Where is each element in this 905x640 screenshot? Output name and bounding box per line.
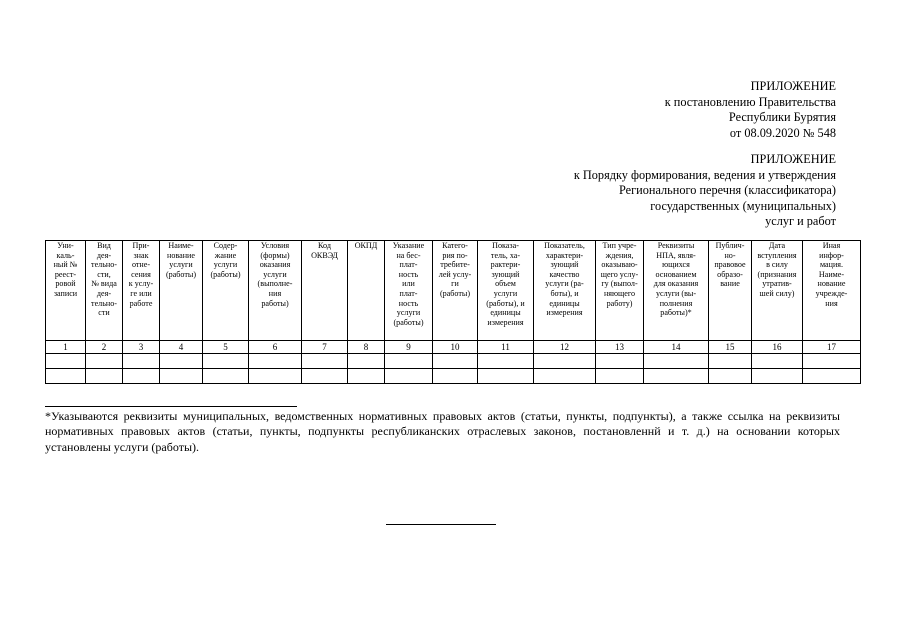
column-number: 6 — [249, 341, 302, 354]
column-header: Катего- рия по- требите- лей услу- ги (работы) — [433, 241, 478, 341]
table-cell — [203, 369, 249, 384]
table-cell — [249, 354, 302, 369]
column-header: Тип учре- ждения, оказываю- щего услу- гу (выпол- няющего работу) — [596, 241, 644, 341]
column-header: Уни- каль- ный № реест- ровой записи — [46, 241, 86, 341]
table-header-row — [46, 241, 861, 341]
column-number: 15 — [709, 341, 752, 354]
table-cell — [709, 369, 752, 384]
column-number: 5 — [203, 341, 249, 354]
appendix-line: от 08.09.2020 № 548 — [729, 125, 836, 140]
table-cell — [478, 354, 534, 369]
table-cell — [46, 354, 86, 369]
column-header: При- знак отне- сения к услу- ге или работе — [123, 241, 160, 341]
column-number: 17 — [803, 341, 861, 354]
appendix-line: к Порядку формирования, ведения и утверждения — [573, 167, 836, 182]
column-header: Наиме- нование услуги (работы) — [160, 241, 203, 341]
table-cell — [433, 369, 478, 384]
table-cell — [803, 354, 861, 369]
column-header: Показатель, характери- зующий качество услуги (ра- боты), и единицы измерения — [534, 241, 596, 341]
footnote-text: *Указываются реквизиты муниципальных, ведомственных нормативных правовых актов (статьи, пункты, подпункты), а также ссылка на реквизиты нормативных правовых актов (статьи, пункты, подпункты республиканских отраслевых законов, постановленнй и т. д.) на основании которых установлены услуги (работы). — [45, 409, 840, 454]
column-number: 3 — [123, 341, 160, 354]
column-header: Показа- тель, ха- рактери- зующий объем услуги (работы), и единицы измерения — [478, 241, 534, 341]
table-cell — [86, 354, 123, 369]
table-cell — [596, 354, 644, 369]
table-cell — [348, 369, 385, 384]
appendix-line: Республики Бурятия — [728, 110, 836, 124]
appendix-header-resolution — [665, 79, 836, 141]
table-cell — [249, 369, 302, 384]
column-header: Указание на бес- плат- ность или плат- ность услуги (работы) — [385, 241, 433, 341]
column-number: 10 — [433, 341, 478, 354]
table-row — [46, 354, 861, 369]
table-cell — [348, 354, 385, 369]
column-header: Содер- жание услуги (работы) — [203, 241, 249, 341]
table-cell — [534, 369, 596, 384]
table-cell — [752, 369, 803, 384]
column-number: 9 — [385, 341, 433, 354]
table-cell — [385, 354, 433, 369]
column-number: 12 — [534, 341, 596, 354]
column-number: 16 — [752, 341, 803, 354]
column-number: 11 — [478, 341, 534, 354]
table-cell — [302, 369, 348, 384]
appendix-line: к постановлению Правительства — [664, 94, 836, 109]
table-cell — [86, 369, 123, 384]
appendix-title: ПРИЛОЖЕНИЕ — [750, 152, 836, 166]
column-header: ОКПД — [348, 241, 385, 341]
column-header: Публич- но- правовое образо- вание — [709, 241, 752, 341]
column-number: 4 — [160, 341, 203, 354]
table-cell — [752, 354, 803, 369]
appendix-header-procedure — [574, 152, 836, 230]
column-number: 14 — [644, 341, 709, 354]
table-cell — [123, 369, 160, 384]
end-line — [386, 524, 496, 525]
column-header: Вид дея- тельно- сти, № вида дея- тельно- сти — [86, 241, 123, 341]
column-number-row — [46, 341, 861, 354]
table-cell — [302, 354, 348, 369]
footnote-separator — [45, 406, 297, 407]
table-cell — [385, 369, 433, 384]
table-cell — [709, 354, 752, 369]
column-number: 7 — [302, 341, 348, 354]
column-number: 2 — [86, 341, 123, 354]
column-number: 1 — [46, 341, 86, 354]
table-cell — [803, 369, 861, 384]
table-cell — [644, 354, 709, 369]
column-header: Условия (формы) оказания услуги (выполне- ния работы) — [249, 241, 302, 341]
appendix-line: Регионального перечня (классификатора) — [618, 183, 836, 197]
table-cell — [644, 369, 709, 384]
table-cell — [478, 369, 534, 384]
column-header: Код ОКВЭД — [302, 241, 348, 341]
column-header: Реквизиты НПА, явля- ющихся основанием для оказания услуги (вы- полнения работы)* — [644, 241, 709, 341]
registry-table — [45, 240, 861, 384]
table-cell — [433, 354, 478, 369]
column-header: Дата вступления в силу (признания утратив- шей силу) — [752, 241, 803, 341]
table-cell — [123, 354, 160, 369]
table-row — [46, 369, 861, 384]
column-number: 8 — [348, 341, 385, 354]
appendix-line: услуг и работ — [765, 214, 836, 228]
table-cell — [46, 369, 86, 384]
appendix-title: ПРИЛОЖЕНИЕ — [750, 79, 836, 93]
table-cell — [203, 354, 249, 369]
appendix-line: государственных (муниципальных) — [650, 198, 836, 213]
column-number: 13 — [596, 341, 644, 354]
column-header: Иная инфор- мация. Наиме- нование учрежде- ния — [803, 241, 861, 341]
table-cell — [534, 354, 596, 369]
table-cell — [596, 369, 644, 384]
table-cell — [160, 354, 203, 369]
table-cell — [160, 369, 203, 384]
